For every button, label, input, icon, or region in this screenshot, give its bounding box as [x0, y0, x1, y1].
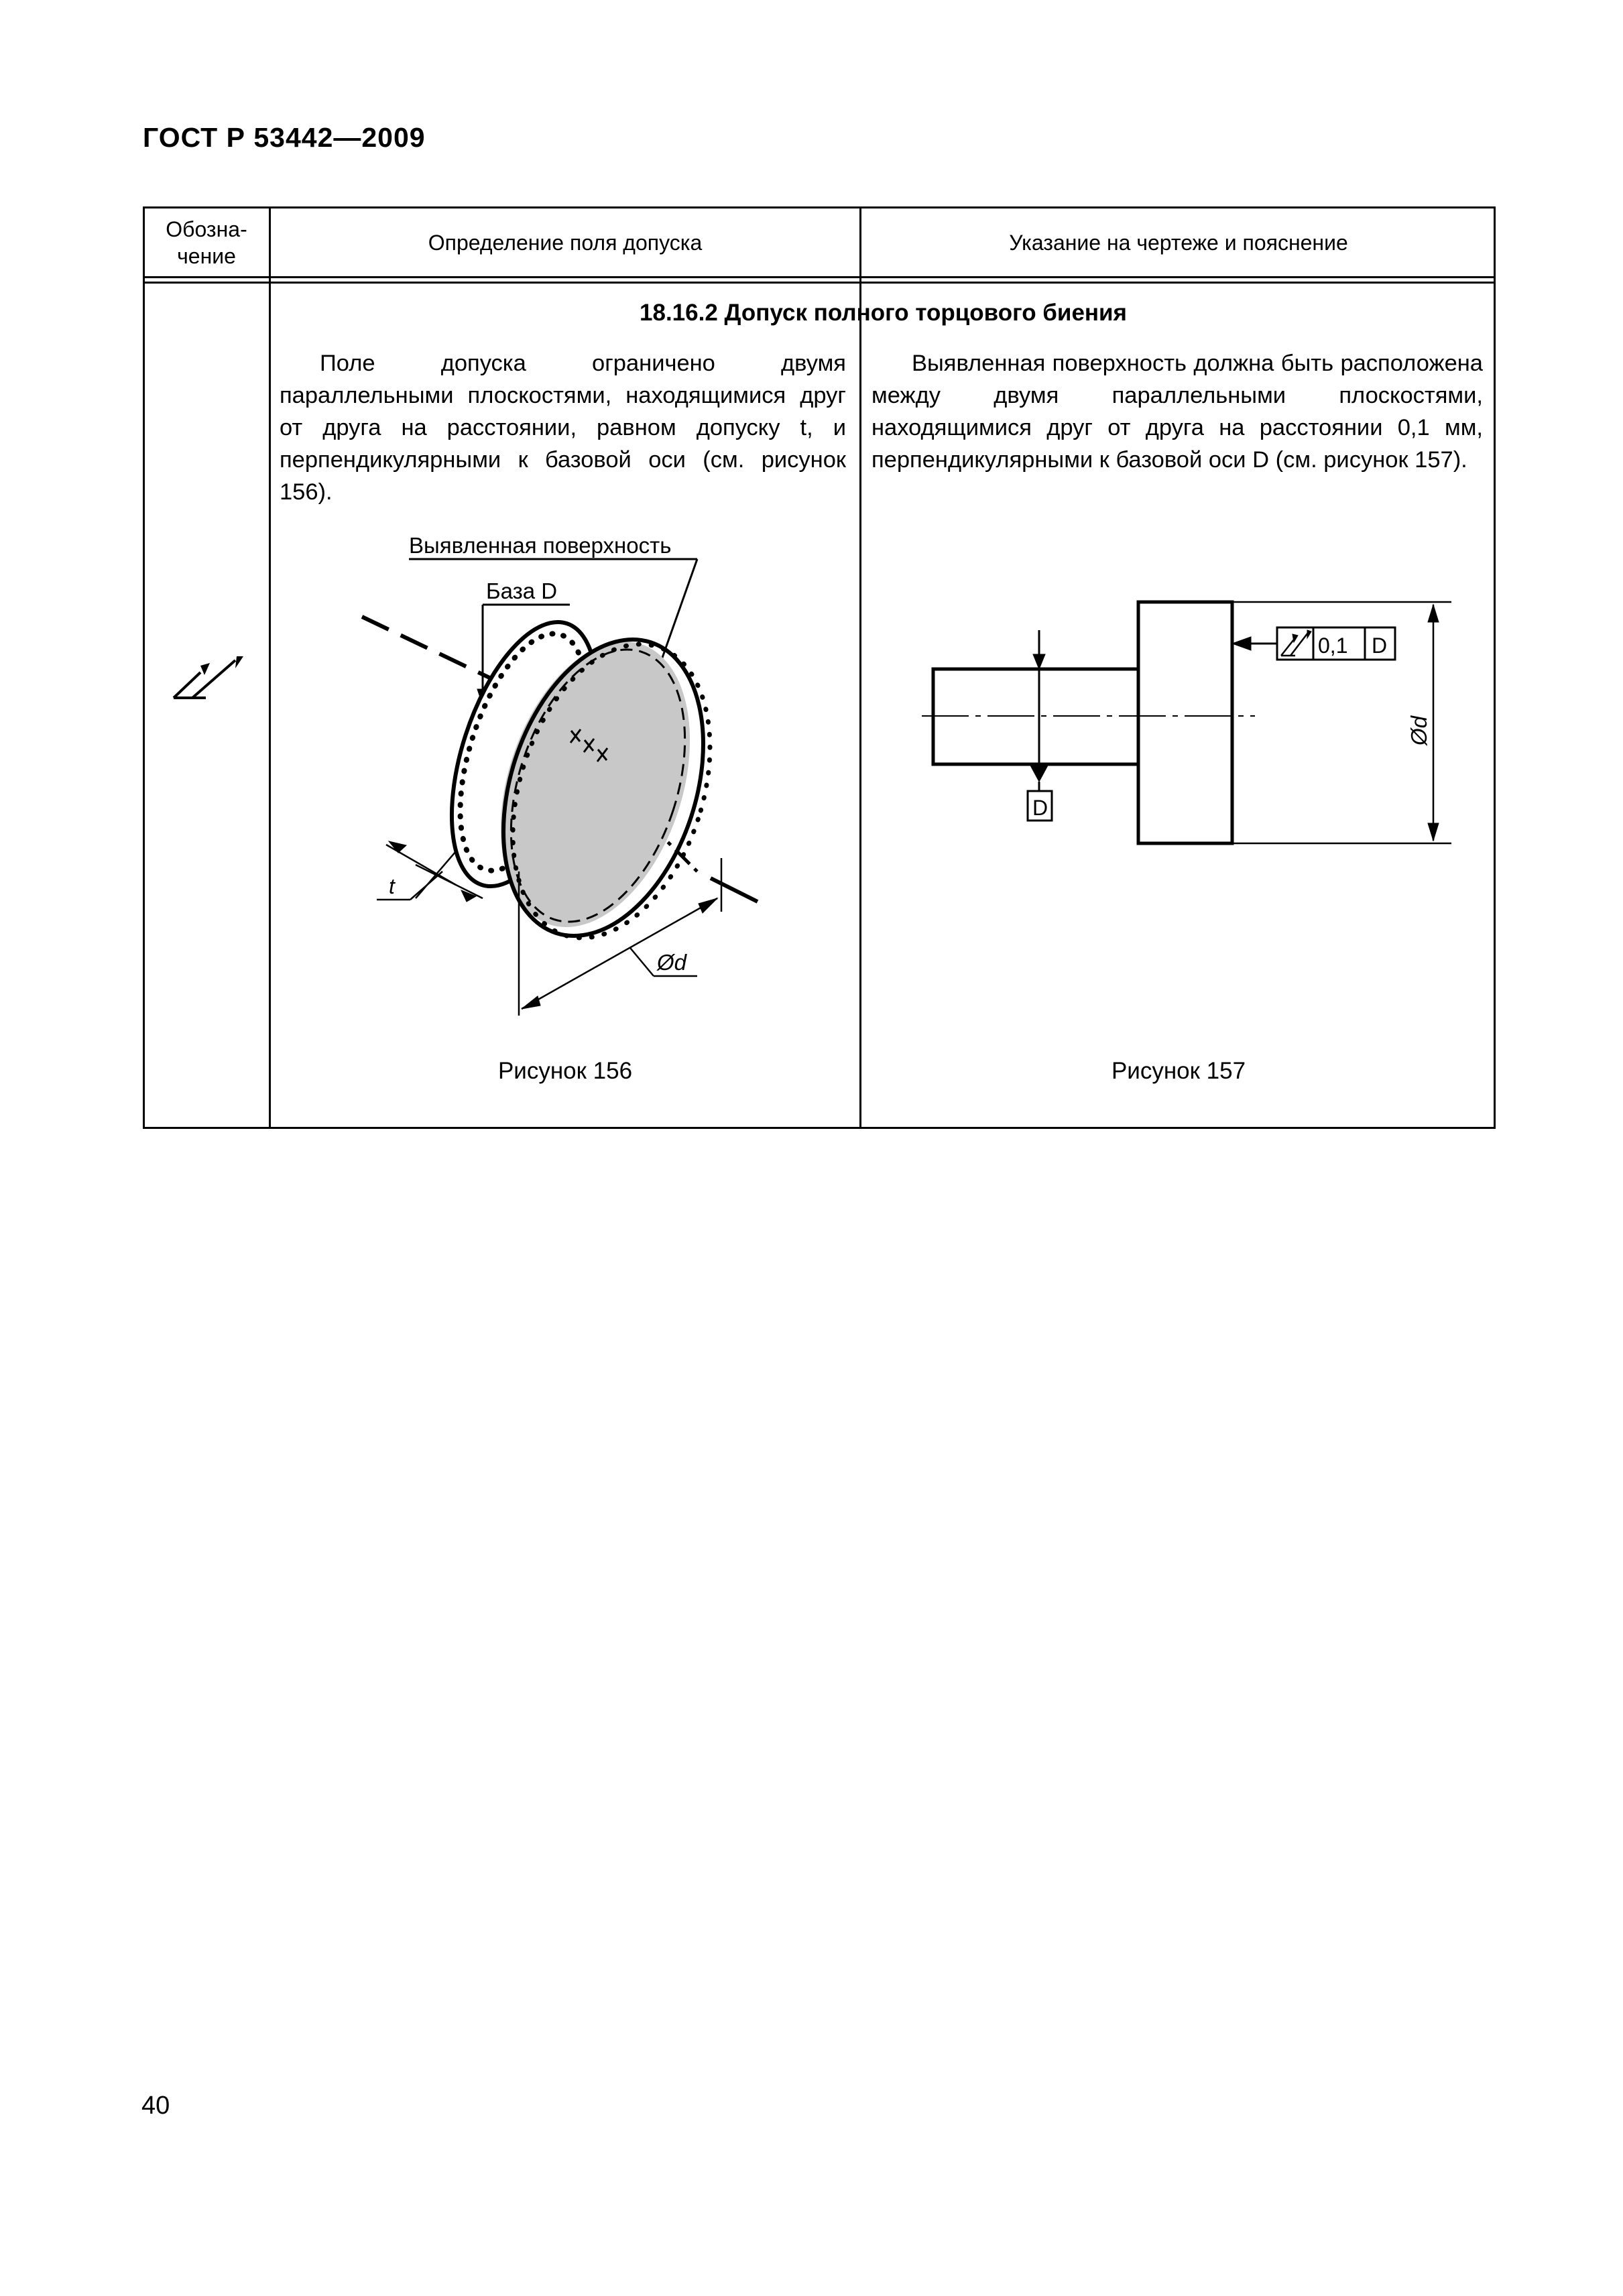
- datum-box-letter: D: [1032, 796, 1048, 820]
- label-datum: База D: [486, 579, 558, 603]
- header-indication: Указание на чертеже и пояснение: [1009, 231, 1348, 255]
- text-column-divider: [859, 354, 861, 414]
- page-number: 40: [141, 2092, 170, 2120]
- label-t: t: [389, 874, 395, 898]
- frame-leader-arrow: [1232, 637, 1251, 650]
- fcf-runout-symbol-icon: [1281, 630, 1311, 656]
- fcf-datum-letter: D: [1372, 633, 1388, 658]
- table-column-divider-1: [269, 206, 271, 1129]
- label-diameter-156: Ød: [657, 950, 687, 975]
- table-column-divider-2: [859, 206, 861, 1129]
- t-label-leader: [410, 871, 442, 900]
- label-surface: Выявленная поверхность: [409, 533, 672, 558]
- figure-156-drawing: [349, 523, 818, 1032]
- figure-157-drawing: [912, 590, 1482, 871]
- indication-text: Выявленная поверхность должна быть расположена между двумя параллельными плоскостями, находящимися друг от друга на расстоянии 0,1 мм, перпендикулярными к базовой оси D (см. рисунок 157).: [871, 351, 1483, 473]
- header-symbol: Обозна- чение: [166, 217, 247, 268]
- table-header-rule-1: [143, 276, 1496, 278]
- label-diameter-157: Ød: [1406, 715, 1431, 745]
- d-label-leader: [630, 948, 654, 976]
- datum-triangle: [1030, 764, 1048, 782]
- figure-156-caption: Рисунок 156: [497, 1058, 633, 1084]
- t-dim-line: [416, 851, 456, 898]
- section-title: 18.16.2 Допуск полного торцового биения: [640, 300, 1127, 326]
- table-header-rule-2: [143, 282, 1496, 284]
- header-definition: Определение поля допуска: [428, 231, 703, 255]
- datum-up-arrow: [1033, 654, 1045, 669]
- definition-text: Поле допуска ограничено двумя параллельными плоскостями, находящимися друг от друга на расстоянии, равном допуску t, и перпендикулярными к базовой оси (см. рисунок 156).: [280, 351, 846, 505]
- total-axial-runout-symbol-icon: [171, 654, 251, 707]
- figure-157-caption: Рисунок 157: [1111, 1058, 1246, 1084]
- flange: [1138, 602, 1232, 843]
- page-header: ГОСТ Р 53442—2009: [143, 122, 426, 153]
- fcf-tolerance-value: 0,1: [1318, 633, 1348, 658]
